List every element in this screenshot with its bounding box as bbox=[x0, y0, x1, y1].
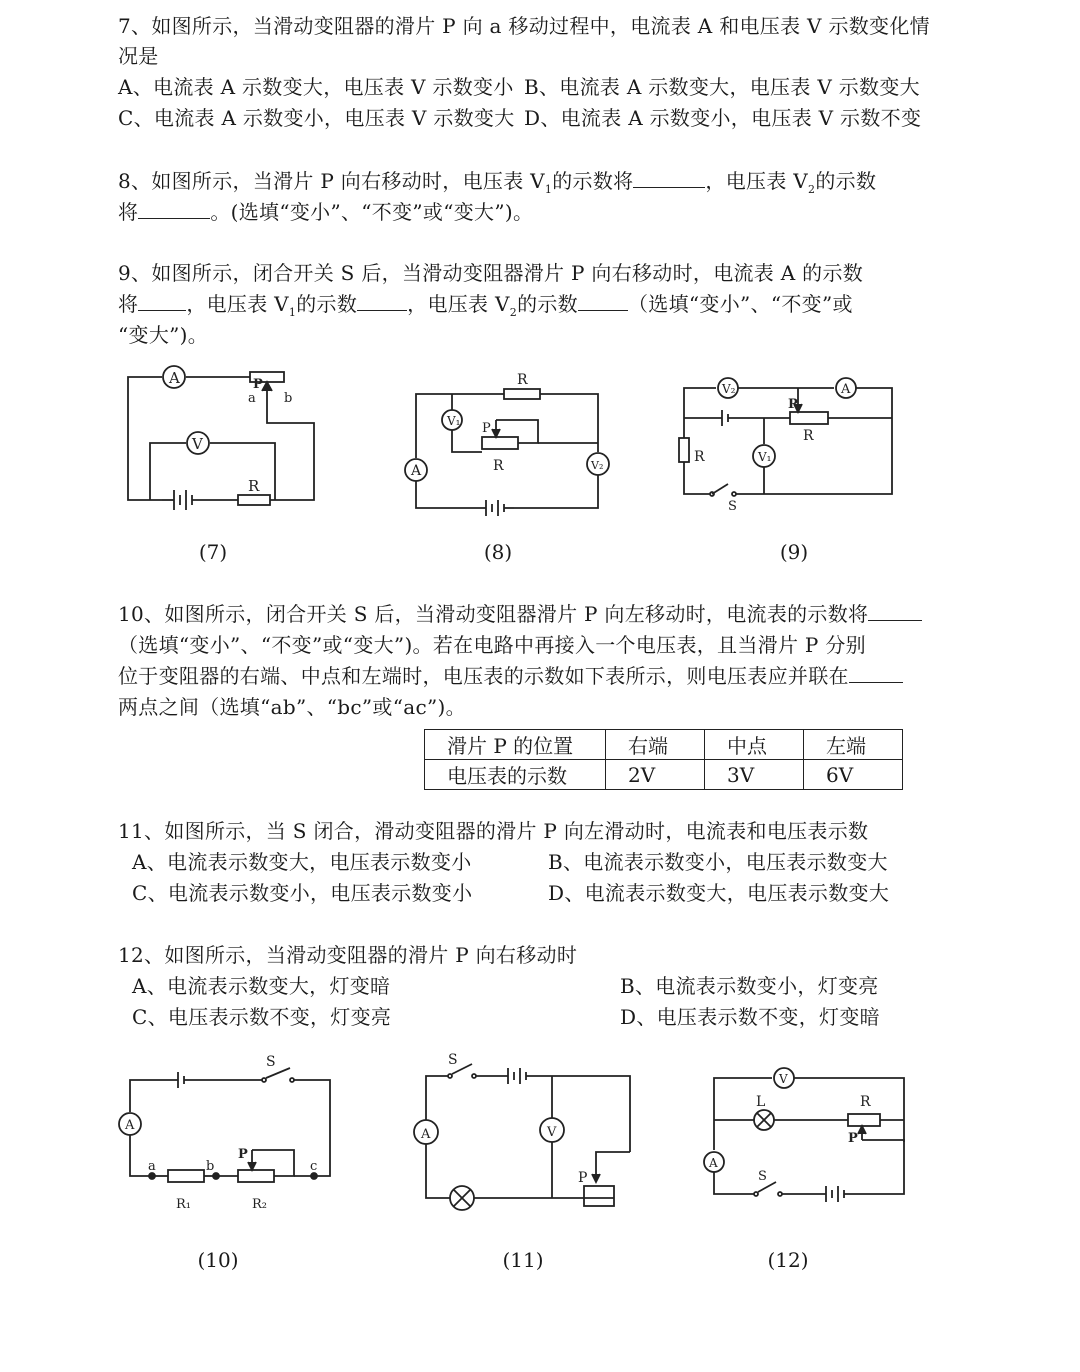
q8-blank-2[interactable] bbox=[138, 198, 210, 219]
voltmeter-v2-label-fig9: V₂ bbox=[722, 382, 736, 396]
q7-option-c: C、电流表 A 示数变小，电压表 V 示数变大 bbox=[118, 106, 515, 130]
figure-caption-12: (12) bbox=[767, 1248, 809, 1272]
point-c-label-fig10: c bbox=[310, 1159, 318, 1174]
q12-option-a: A、电流表示数变大，灯变暗 bbox=[132, 974, 391, 998]
slider-label-fig9: P bbox=[788, 397, 798, 412]
table-row bbox=[425, 760, 903, 790]
circuit-figure-12 bbox=[696, 1062, 926, 1216]
voltmeter-label-fig11: V bbox=[547, 1125, 557, 1140]
end-a-label-fig7: a bbox=[248, 391, 256, 406]
table-cell: 3V bbox=[705, 760, 804, 790]
q7-option-b: B、电流表 A 示数变大，电压表 V 示数变大 bbox=[524, 75, 920, 99]
point-b-label-fig10: b bbox=[206, 1159, 215, 1174]
q11-option-c: C、电流表示数变小，电压表示数变小 bbox=[132, 881, 473, 905]
switch-label-fig12: S bbox=[758, 1169, 767, 1184]
q12-option-b: B、电流表示数变小，灯变亮 bbox=[620, 974, 879, 998]
q8-stem-line1: 8、如图所示，当滑片 P 向右移动时，电压表 $V_1$的示数将 ，电压表 $V_2$的示数 bbox=[118, 169, 877, 196]
circuit-figure-8 bbox=[398, 362, 618, 526]
q7-stem-line2: 况是 bbox=[118, 44, 159, 68]
q7-stem-line1: 7、如图所示，当滑动变阻器的滑片 P 向 a 移动过程中，电流表 A 和电压表 V 示数变化情 bbox=[118, 14, 930, 38]
ammeter-label-fig10: A bbox=[125, 1118, 135, 1133]
figure-caption-11: (11) bbox=[502, 1248, 544, 1272]
q12-stem-line1: 12、如图所示，当滑动变阻器的滑片 P 向右移动时 bbox=[118, 943, 578, 967]
q9-stem-line1: 9、如图所示，闭合开关 S 后，当滑动变阻器滑片 P 向右移动时，电流表 A 的示数 bbox=[118, 261, 864, 285]
circuit-figure-9 bbox=[670, 368, 910, 522]
slider-label-fig11: P bbox=[578, 1170, 588, 1186]
q10-stem-line3: 位于变阻器的右端、中点和左端时，电压表的示数如下表所示，则电压表应并联在 bbox=[118, 662, 903, 690]
rheostat-label-fig9: R bbox=[803, 428, 814, 444]
q8-stem-line2: 将 。(选填“变小”、“不变”或“变大”)。 bbox=[118, 200, 534, 224]
q10-blank-1[interactable] bbox=[868, 600, 922, 621]
q7-option-d: D、电流表 A 示数变小，电压表 V 示数不变 bbox=[524, 106, 922, 130]
rheostat-label-fig8: R bbox=[493, 458, 504, 474]
q10-stem-line1: 10、如图所示，闭合开关 S 后，当滑动变阻器滑片 P 向左移动时，电流表的示数将 bbox=[118, 600, 922, 628]
q10-blank-2[interactable] bbox=[849, 662, 903, 683]
q12-option-d: D、电压表示数不变，灯变暗 bbox=[620, 1005, 880, 1029]
ammeter-label-fig12: A bbox=[709, 1156, 718, 1170]
ammeter-label-fig9: A bbox=[841, 382, 851, 397]
table-cell: 电压表的示数 bbox=[425, 760, 606, 790]
figure-caption-8: (8) bbox=[483, 540, 513, 564]
figure-caption-10: (10) bbox=[197, 1248, 239, 1272]
ammeter-label-fig11: A bbox=[421, 1127, 431, 1142]
point-a-label-fig10: a bbox=[148, 1159, 156, 1174]
q9-stem-line2: 将 ，电压表 $V_1$的示数 ，电压表 $V_2$的示数 （选填“变小”、“不变”或 bbox=[118, 292, 853, 319]
figure-caption-9: (9) bbox=[779, 540, 809, 564]
voltmeter-label-fig7: V bbox=[192, 435, 203, 453]
table-cell: 中点 bbox=[705, 730, 804, 760]
table-cell: 右端 bbox=[606, 730, 705, 760]
resistor-label-fig7: R bbox=[248, 477, 260, 495]
switch-label-fig9: S bbox=[728, 499, 737, 514]
slider-label-fig12: P bbox=[848, 1131, 858, 1146]
rheostat-label-fig12: R bbox=[860, 1094, 871, 1110]
q9-stem-line3: “变大”)。 bbox=[118, 323, 209, 347]
circuit-figure-11 bbox=[408, 1050, 638, 1219]
slider-label-fig10: P bbox=[238, 1147, 248, 1162]
q8-blank-1[interactable] bbox=[633, 167, 705, 188]
voltmeter-v1-label-fig8: V₁ bbox=[447, 414, 461, 428]
q9-blank-1[interactable] bbox=[138, 290, 186, 311]
circuit-figure-7 bbox=[110, 355, 340, 524]
rheostat-r2-label-fig10: R₂ bbox=[252, 1197, 267, 1212]
table-cell: 2V bbox=[606, 760, 705, 790]
figure-caption-7: (7) bbox=[198, 540, 228, 564]
q10-stem-line4: 两点之间（选填“ab”、“bc”或“ac”)。 bbox=[118, 695, 466, 719]
voltmeter-v1-label-fig9: V₁ bbox=[758, 450, 772, 464]
q7-option-a: A、电流表 A 示数变大，电压表 V 示数变小 bbox=[118, 75, 514, 99]
voltage-readings-table bbox=[424, 729, 903, 790]
q11-option-d: D、电流表示数变大，电压表示数变大 bbox=[548, 881, 890, 905]
switch-label-fig10: S bbox=[266, 1054, 276, 1070]
voltmeter-label-fig12: V bbox=[779, 1072, 788, 1086]
resistor-r-label-fig8: R bbox=[517, 372, 528, 388]
circuit-figure-10 bbox=[112, 1052, 342, 1226]
q12-option-c: C、电压表示数不变，灯变亮 bbox=[132, 1005, 392, 1029]
q10-stem-line2: （选填“变小”、“不变”或“变大”)。若在电路中再接入一个电压表，且当滑片 P 分别 bbox=[118, 633, 866, 657]
voltmeter-v2-label-fig8: V₂ bbox=[591, 459, 604, 472]
q9-blank-3[interactable] bbox=[578, 290, 628, 311]
q11-option-b: B、电流表示数变小，电压表示数变大 bbox=[548, 850, 888, 874]
switch-label-fig11: S bbox=[448, 1052, 458, 1068]
table-cell: 6V bbox=[804, 760, 903, 790]
slider-label-fig8: P bbox=[482, 421, 491, 436]
table-row bbox=[425, 730, 903, 760]
resistor-r1-label-fig10: R₁ bbox=[176, 1197, 191, 1212]
ammeter-label-fig8: A bbox=[411, 463, 422, 479]
table-cell: 滑片 P 的位置 bbox=[425, 730, 606, 760]
end-b-label-fig7: b bbox=[284, 391, 293, 406]
q11-option-a: A、电流表示数变大，电压表示数变小 bbox=[132, 850, 472, 874]
slider-label-fig7: P bbox=[253, 377, 263, 392]
q11-stem-line1: 11、如图所示，当 S 闭合，滑动变阻器的滑片 P 向左滑动时，电流表和电压表示数 bbox=[118, 819, 869, 843]
q9-blank-2[interactable] bbox=[357, 290, 407, 311]
lamp-label-fig12: L bbox=[756, 1094, 766, 1110]
table-cell: 左端 bbox=[804, 730, 903, 760]
ammeter-label-fig7: A bbox=[169, 369, 180, 387]
resistor-r-label-fig9: R bbox=[694, 449, 705, 465]
